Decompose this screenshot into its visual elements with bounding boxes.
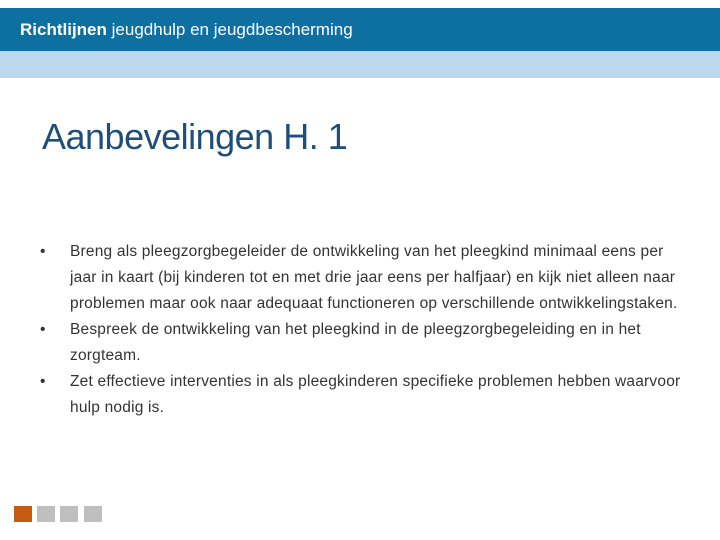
bullet-dot-icon: • — [40, 373, 46, 390]
brand-bold-text: Richtlijnen — [20, 20, 107, 39]
bullet-item — [40, 317, 690, 369]
bullet-item — [40, 369, 690, 421]
brand-title — [20, 19, 353, 41]
bullet-list — [40, 239, 690, 421]
bullet-text: Zet effectieve interventies in als pleegkinderen specifieke problemen hebben waarvoor hulp nodig is. — [70, 373, 681, 416]
progress-square-active — [14, 506, 32, 522]
header-sub-bar — [0, 51, 720, 78]
bullet-dot-icon: • — [40, 243, 46, 260]
progress-square — [60, 506, 78, 522]
header-bar — [0, 8, 720, 51]
bullet-text: Breng als pleegzorgbegeleider de ontwikkeling van het pleegkind minimaal eens per jaar in kaart (bij kinderen tot en met drie jaar eens per halfjaar) en kijk niet alleen naar problemen maar ook naar adequaat functioneren op verschillende ontwikkelingstaken. — [70, 243, 678, 312]
bullet-text: Bespreek de ontwikkeling van het pleegkind in de pleegzorgbegeleiding en in het zorgteam. — [70, 321, 641, 364]
bullet-item — [40, 239, 690, 317]
slide-title: Aanbevelingen H. 1 — [42, 116, 348, 157]
brand-rest-text: jeugdhulp en jeugdbescherming — [111, 20, 353, 39]
bullet-dot-icon: • — [40, 321, 46, 338]
progress-square — [84, 506, 102, 522]
progress-square — [37, 506, 55, 522]
